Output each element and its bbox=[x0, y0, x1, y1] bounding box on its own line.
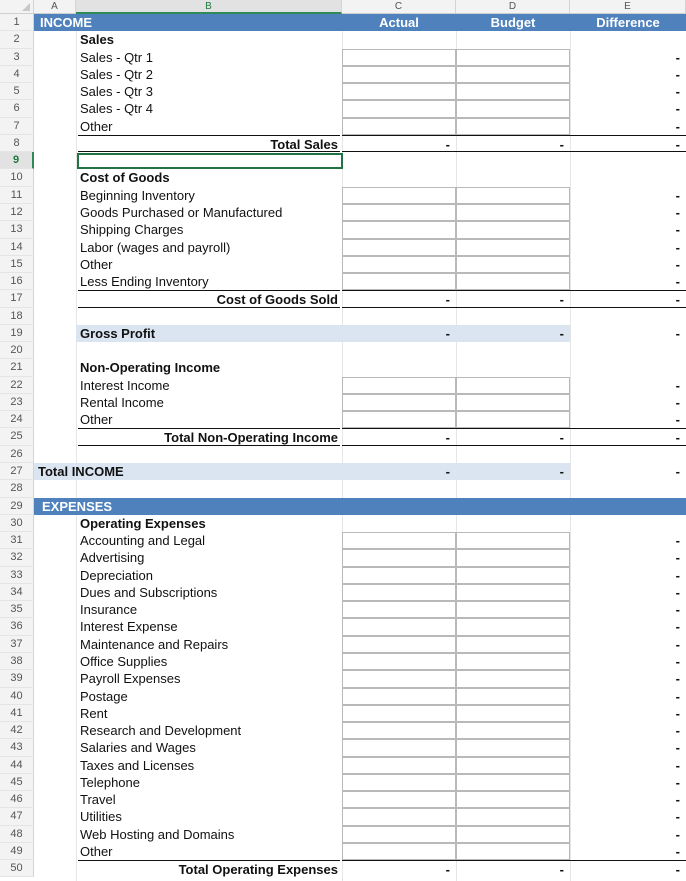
opex-item-label: Interest Expense bbox=[80, 619, 178, 635]
actual-input[interactable] bbox=[342, 739, 456, 756]
selected-cell-b9[interactable] bbox=[77, 153, 343, 169]
row-header[interactable]: 34 bbox=[0, 584, 34, 601]
difference-value[interactable]: - bbox=[675, 66, 680, 82]
select-all-corner[interactable] bbox=[0, 0, 34, 14]
total-sales-actual[interactable]: - bbox=[342, 135, 456, 152]
total-sales-label: Total Sales bbox=[78, 135, 340, 152]
row-header[interactable]: 29 bbox=[0, 498, 34, 515]
nonop-total-budget[interactable]: - bbox=[456, 428, 570, 445]
actual-input[interactable] bbox=[342, 66, 456, 83]
row-header[interactable]: 31 bbox=[0, 532, 34, 549]
difference-column-title: Difference bbox=[596, 15, 660, 30]
row-header[interactable]: 2 bbox=[0, 31, 34, 48]
actual-input[interactable] bbox=[342, 584, 456, 601]
column-header-c[interactable]: C bbox=[342, 0, 456, 14]
opex-item-label: Maintenance and Repairs bbox=[80, 636, 229, 652]
opex-item-label: Rent bbox=[80, 705, 108, 721]
budget-column-title: Budget bbox=[490, 15, 536, 30]
budget-input[interactable] bbox=[456, 601, 570, 618]
actual-input[interactable] bbox=[342, 394, 456, 411]
row-header[interactable]: 6 bbox=[0, 100, 34, 117]
budget-input[interactable] bbox=[456, 584, 570, 601]
cogs-item-label: Shipping Charges bbox=[80, 222, 184, 238]
column-header-b[interactable]: B bbox=[76, 0, 342, 14]
actual-input[interactable] bbox=[342, 273, 456, 290]
gross-profit-actual[interactable]: - bbox=[445, 325, 450, 341]
actual-input[interactable] bbox=[342, 618, 456, 635]
actual-input[interactable] bbox=[342, 636, 456, 653]
actual-input[interactable] bbox=[342, 49, 456, 66]
sales-item-label: Sales - Qtr 2 bbox=[80, 66, 153, 82]
budget-input[interactable] bbox=[456, 653, 570, 670]
column-header-e[interactable]: E bbox=[570, 0, 686, 14]
difference-value[interactable]: - bbox=[675, 256, 680, 272]
difference-value[interactable]: - bbox=[675, 412, 680, 428]
actual-input[interactable] bbox=[342, 705, 456, 722]
row-header[interactable]: 14 bbox=[0, 239, 34, 256]
difference-value[interactable]: - bbox=[675, 757, 680, 773]
row-header[interactable]: 35 bbox=[0, 601, 34, 618]
difference-value[interactable]: - bbox=[675, 550, 680, 566]
row-header[interactable]: 42 bbox=[0, 722, 34, 739]
nonop-item-label: Interest Income bbox=[80, 377, 170, 393]
difference-value[interactable]: - bbox=[675, 49, 680, 65]
difference-value[interactable]: - bbox=[675, 809, 680, 825]
cogs-total-actual[interactable]: - bbox=[342, 290, 456, 307]
difference-value[interactable]: - bbox=[675, 619, 680, 635]
difference-value[interactable]: - bbox=[675, 843, 680, 859]
row-header[interactable]: 5 bbox=[0, 83, 34, 100]
row-header[interactable]: 45 bbox=[0, 774, 34, 791]
actual-input[interactable] bbox=[342, 239, 456, 256]
cogs-total-label: Cost of Goods Sold bbox=[78, 290, 340, 307]
row-header[interactable]: 28 bbox=[0, 480, 34, 497]
row-header[interactable]: 30 bbox=[0, 515, 34, 532]
cogs-item-label: Labor (wages and payroll) bbox=[80, 239, 231, 255]
row-header[interactable]: 40 bbox=[0, 688, 34, 705]
difference-value[interactable]: - bbox=[675, 723, 680, 739]
row-header[interactable]: 41 bbox=[0, 705, 34, 722]
budget-input[interactable] bbox=[456, 532, 570, 549]
total-income-label: Total INCOME bbox=[38, 464, 124, 480]
actual-input[interactable] bbox=[342, 670, 456, 687]
opex-item-label: Depreciation bbox=[80, 567, 153, 583]
actual-input[interactable] bbox=[342, 187, 456, 204]
difference-value[interactable]: - bbox=[675, 584, 680, 600]
budget-input[interactable] bbox=[456, 826, 570, 843]
sales-item-label: Sales - Qtr 4 bbox=[80, 101, 153, 117]
difference-value[interactable]: - bbox=[675, 239, 680, 255]
cogs-item-label: Other bbox=[80, 256, 113, 272]
opex-item-label: Salaries and Wages bbox=[80, 740, 196, 756]
budget-input[interactable] bbox=[456, 722, 570, 739]
budget-input[interactable] bbox=[456, 774, 570, 791]
row-header[interactable]: 33 bbox=[0, 567, 34, 584]
row-header[interactable]: 3 bbox=[0, 49, 34, 66]
opex-item-label: Utilities bbox=[80, 809, 122, 825]
opex-heading: Operating Expenses bbox=[80, 515, 206, 531]
opex-item-label: Accounting and Legal bbox=[80, 533, 206, 549]
sales-item-label: Sales - Qtr 3 bbox=[80, 84, 153, 100]
budget-input[interactable] bbox=[456, 377, 570, 394]
difference-value[interactable]: - bbox=[675, 187, 680, 203]
budget-input[interactable] bbox=[456, 739, 570, 756]
actual-input[interactable] bbox=[342, 100, 456, 117]
row-header[interactable]: 1 bbox=[0, 14, 34, 31]
opex-item-label: Payroll Expenses bbox=[80, 671, 181, 687]
difference-value[interactable]: - bbox=[675, 774, 680, 790]
opex-item-label: Web Hosting and Domains bbox=[80, 826, 235, 842]
gross-profit-label: Gross Profit bbox=[80, 325, 156, 341]
difference-value[interactable]: - bbox=[675, 826, 680, 842]
row-header[interactable]: 8 bbox=[0, 135, 34, 152]
actual-input[interactable] bbox=[342, 256, 456, 273]
sales-heading: Sales bbox=[80, 32, 114, 48]
row-header[interactable]: 46 bbox=[0, 791, 34, 808]
row-header[interactable]: 9 bbox=[0, 152, 34, 169]
nonop-total-label: Total Non-Operating Income bbox=[78, 428, 340, 445]
select-all-icon bbox=[22, 3, 30, 11]
cogs-heading: Cost of Goods bbox=[80, 170, 170, 186]
sales-item-label: Other bbox=[80, 118, 113, 134]
row-header[interactable]: 50 bbox=[0, 860, 34, 877]
total-income-difference[interactable]: - bbox=[675, 464, 680, 480]
opex-item-label: Insurance bbox=[80, 602, 138, 618]
opex-item-label: Travel bbox=[80, 792, 116, 808]
opex-item-label: Postage bbox=[80, 688, 128, 704]
row-header[interactable]: 26 bbox=[0, 446, 34, 463]
cogs-total-difference[interactable]: - bbox=[570, 290, 686, 307]
row-header[interactable]: 19 bbox=[0, 325, 34, 342]
column-header-d[interactable]: D bbox=[456, 0, 570, 14]
actual-input[interactable] bbox=[342, 722, 456, 739]
budget-input[interactable] bbox=[456, 705, 570, 722]
difference-value[interactable]: - bbox=[675, 377, 680, 393]
row-header[interactable]: 17 bbox=[0, 290, 34, 307]
nonop-item-label: Other bbox=[80, 412, 113, 428]
difference-value[interactable]: - bbox=[675, 222, 680, 238]
actual-input[interactable] bbox=[342, 601, 456, 618]
row-header[interactable]: 27 bbox=[0, 463, 34, 480]
opex-item-label: Advertising bbox=[80, 550, 145, 566]
gross-profit-budget[interactable]: - bbox=[559, 325, 564, 341]
total-income-actual[interactable]: - bbox=[445, 464, 450, 480]
budget-input[interactable] bbox=[456, 66, 570, 83]
row-header[interactable]: 13 bbox=[0, 221, 34, 238]
actual-input[interactable] bbox=[342, 774, 456, 791]
budget-input[interactable] bbox=[456, 670, 570, 687]
cogs-item-label: Beginning Inventory bbox=[80, 187, 195, 203]
total-sales-difference[interactable]: - bbox=[570, 135, 686, 152]
gross-profit-difference[interactable]: - bbox=[675, 325, 680, 341]
opex-item-label: Research and Development bbox=[80, 723, 242, 739]
difference-value[interactable]: - bbox=[675, 84, 680, 100]
nonop-item-label: Rental Income bbox=[80, 394, 164, 410]
cogs-item-label: Less Ending Inventory bbox=[80, 274, 209, 290]
row-header[interactable]: 37 bbox=[0, 636, 34, 653]
actual-input[interactable] bbox=[342, 221, 456, 238]
income-title: INCOME bbox=[40, 15, 92, 30]
total-income-budget[interactable]: - bbox=[559, 464, 564, 480]
row-header[interactable]: 7 bbox=[0, 118, 34, 135]
row-header[interactable]: 16 bbox=[0, 273, 34, 290]
row-header[interactable]: 43 bbox=[0, 739, 34, 756]
budget-input[interactable] bbox=[456, 256, 570, 273]
opex-item-label: Office Supplies bbox=[80, 653, 168, 669]
difference-value[interactable]: - bbox=[675, 636, 680, 652]
difference-value[interactable]: - bbox=[675, 602, 680, 618]
difference-value[interactable]: - bbox=[675, 792, 680, 808]
budget-input[interactable] bbox=[456, 808, 570, 825]
actual-input[interactable] bbox=[342, 549, 456, 566]
cogs-total-budget[interactable]: - bbox=[456, 290, 570, 307]
row-header[interactable]: 49 bbox=[0, 843, 34, 860]
difference-value[interactable]: - bbox=[675, 671, 680, 687]
row-header[interactable]: 25 bbox=[0, 428, 34, 445]
row-header[interactable]: 44 bbox=[0, 757, 34, 774]
budget-input[interactable] bbox=[456, 49, 570, 66]
row-header[interactable]: 20 bbox=[0, 342, 34, 359]
budget-input[interactable] bbox=[456, 843, 570, 860]
row-header[interactable]: 4 bbox=[0, 66, 34, 83]
budget-input[interactable] bbox=[456, 618, 570, 635]
budget-input[interactable] bbox=[456, 688, 570, 705]
budget-input[interactable] bbox=[456, 757, 570, 774]
row-header[interactable]: 22 bbox=[0, 377, 34, 394]
opex-item-label: Dues and Subscriptions bbox=[80, 584, 218, 600]
actual-input[interactable] bbox=[342, 826, 456, 843]
nonop-total-difference[interactable]: - bbox=[570, 428, 686, 445]
actual-input[interactable] bbox=[342, 118, 456, 135]
budget-input[interactable] bbox=[456, 187, 570, 204]
row-header[interactable]: 47 bbox=[0, 808, 34, 825]
difference-value[interactable]: - bbox=[675, 653, 680, 669]
row-header[interactable]: 18 bbox=[0, 308, 34, 325]
actual-input[interactable] bbox=[342, 83, 456, 100]
row-header[interactable]: 23 bbox=[0, 394, 34, 411]
difference-value[interactable]: - bbox=[675, 705, 680, 721]
budget-input[interactable] bbox=[456, 791, 570, 808]
difference-value[interactable]: - bbox=[675, 101, 680, 117]
row-header[interactable]: 38 bbox=[0, 653, 34, 670]
opex-total-actual[interactable]: - bbox=[342, 860, 456, 877]
budget-input[interactable] bbox=[456, 394, 570, 411]
budget-input[interactable] bbox=[456, 411, 570, 428]
row-header[interactable]: 21 bbox=[0, 359, 34, 376]
gridline bbox=[76, 14, 77, 881]
nonop-heading: Non-Operating Income bbox=[80, 360, 221, 376]
row-header[interactable]: 12 bbox=[0, 204, 34, 221]
opex-item-label: Other bbox=[80, 843, 113, 859]
total-sales-budget[interactable]: - bbox=[456, 135, 570, 152]
actual-column-title: Actual bbox=[379, 15, 419, 30]
difference-value[interactable]: - bbox=[675, 118, 680, 134]
actual-input[interactable] bbox=[342, 843, 456, 860]
budget-input[interactable] bbox=[456, 100, 570, 117]
difference-value[interactable]: - bbox=[675, 740, 680, 756]
difference-value[interactable]: - bbox=[675, 567, 680, 583]
difference-value[interactable]: - bbox=[675, 394, 680, 410]
row-header[interactable]: 24 bbox=[0, 411, 34, 428]
actual-input[interactable] bbox=[342, 757, 456, 774]
budget-input[interactable] bbox=[456, 636, 570, 653]
actual-input[interactable] bbox=[342, 377, 456, 394]
budget-input[interactable] bbox=[456, 567, 570, 584]
row-header[interactable]: 10 bbox=[0, 169, 34, 186]
actual-input[interactable] bbox=[342, 411, 456, 428]
column-header-a[interactable]: A bbox=[34, 0, 76, 14]
actual-input[interactable] bbox=[342, 567, 456, 584]
actual-input[interactable] bbox=[342, 688, 456, 705]
opex-total-label: Total Operating Expenses bbox=[78, 860, 340, 877]
row-header[interactable]: 39 bbox=[0, 670, 34, 687]
expenses-header-bar: EXPENSES bbox=[34, 498, 686, 515]
difference-value[interactable]: - bbox=[675, 533, 680, 549]
row-header[interactable]: 48 bbox=[0, 826, 34, 843]
difference-value[interactable]: - bbox=[675, 688, 680, 704]
sales-item-label: Sales - Qtr 1 bbox=[80, 49, 153, 65]
difference-value[interactable]: - bbox=[675, 274, 680, 290]
budget-input[interactable] bbox=[456, 118, 570, 135]
budget-input[interactable] bbox=[456, 221, 570, 238]
actual-input[interactable] bbox=[342, 653, 456, 670]
actual-input[interactable] bbox=[342, 791, 456, 808]
cogs-item-label: Goods Purchased or Manufactured bbox=[80, 204, 283, 220]
row-header[interactable]: 15 bbox=[0, 256, 34, 273]
opex-total-difference[interactable]: - bbox=[570, 860, 686, 877]
actual-input[interactable] bbox=[342, 204, 456, 221]
budget-input[interactable] bbox=[456, 204, 570, 221]
budget-input[interactable] bbox=[456, 273, 570, 290]
opex-item-label: Telephone bbox=[80, 774, 140, 790]
actual-input[interactable] bbox=[342, 532, 456, 549]
nonop-total-actual[interactable]: - bbox=[342, 428, 456, 445]
actual-input[interactable] bbox=[342, 808, 456, 825]
opex-total-budget[interactable]: - bbox=[456, 860, 570, 877]
row-header[interactable]: 32 bbox=[0, 549, 34, 566]
row-header[interactable]: 36 bbox=[0, 618, 34, 635]
budget-input[interactable] bbox=[456, 239, 570, 256]
budget-input[interactable] bbox=[456, 549, 570, 566]
budget-input[interactable] bbox=[456, 83, 570, 100]
opex-item-label: Taxes and Licenses bbox=[80, 757, 195, 773]
difference-value[interactable]: - bbox=[675, 204, 680, 220]
row-header[interactable]: 11 bbox=[0, 187, 34, 204]
